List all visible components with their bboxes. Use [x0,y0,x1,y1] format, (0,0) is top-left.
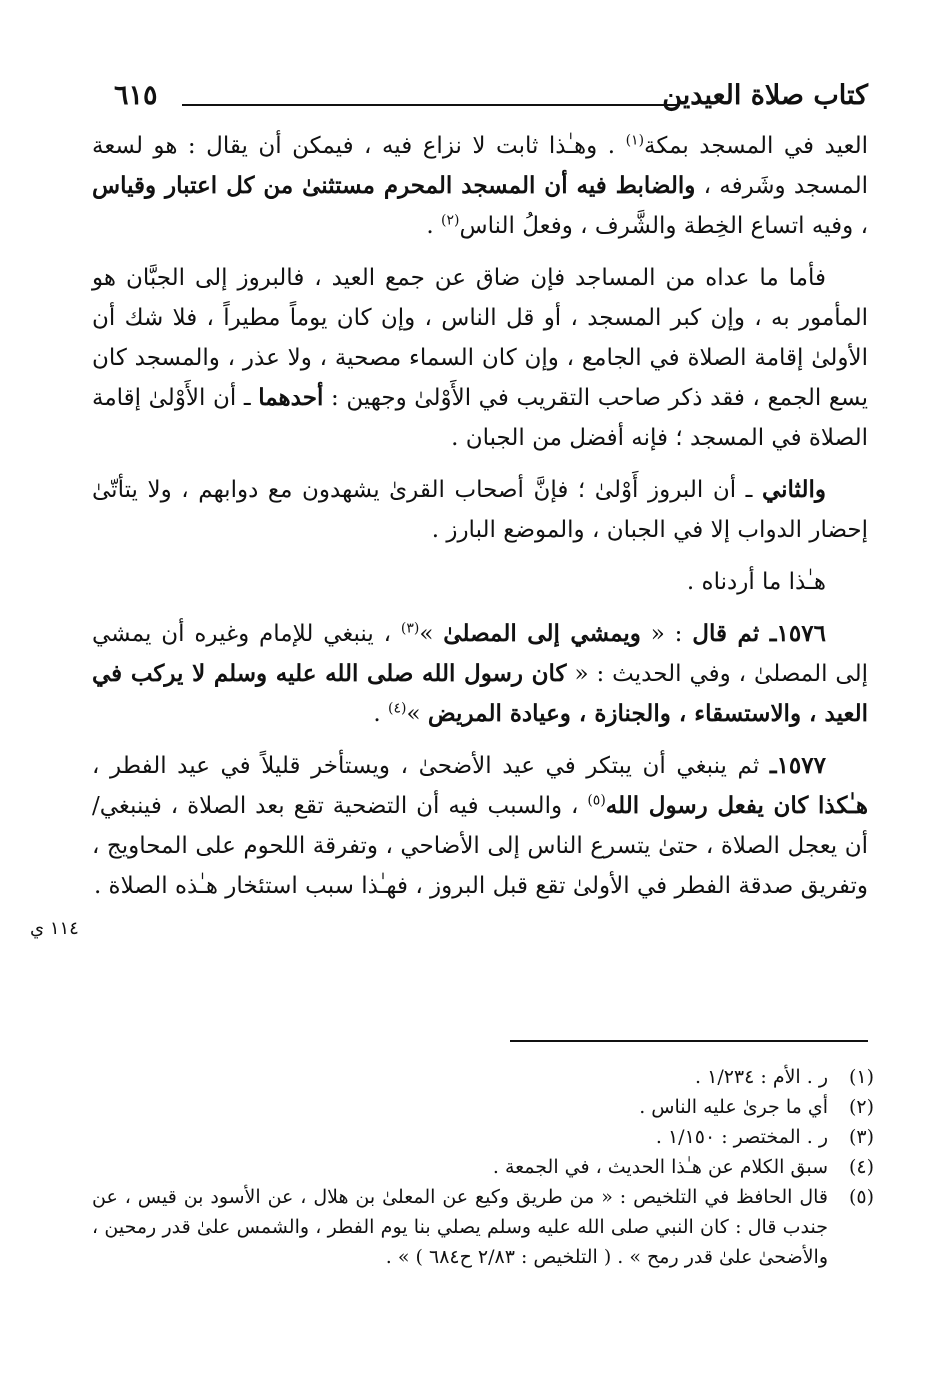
paragraph-1 [92,126,868,246]
paragraph-6 [92,746,868,906]
text-run: » [419,621,444,647]
page-number: ٦١٥ [114,80,158,111]
footnote-marker: (٢) [441,212,460,229]
bold-run: أحدهما [258,384,324,411]
text-run: » [406,701,428,727]
footnote-marker: (٥) [587,792,606,809]
text-run: ، وفيه اتساع الخِطة والشَّرف ، وفعلُ الناس [459,213,868,239]
footnote [92,1122,874,1152]
text-run: : « [640,621,693,647]
text-run: . [373,701,389,727]
footnote-text: أي ما جرىٰ عليه الناس . [639,1096,828,1118]
running-header [96,78,868,118]
main-text [92,126,868,918]
footnotes [92,1062,874,1272]
footnote-marker: (١) [625,132,645,149]
footnote-text: ر . الأم : ١/٢٣٤ . [695,1066,828,1088]
paragraph-2 [92,258,868,458]
text-run: ثم ينبغي أن يبتكر في عيد الأضحىٰ ، ويستأخر قليلاً في عيد الفطر ، [92,753,770,779]
footnote-text: قال الحافظ في التلخيص : « من طريق وكيع عن المعلىٰ بن هلال ، عن الأسود بن قيس ، عن جندب قال : كان النبي صلى الله عليه وسلم يصلي بنا يوم الفطر ، والشمس علىٰ قدر رمحين ، والأضحىٰ علىٰ قدر رمح » . ( التلخيص : ٢/٨٣ ح٦٨٤ ) » . [92,1186,828,1268]
paragraph-4 [92,562,868,602]
text-run: هـٰذا ما أردناه . [686,569,826,595]
text-run: ، ينبغي للإمام وغيره أن يمشي إلى المصلىٰ ، وفي الحديث : « [92,621,868,687]
text-run: . [426,213,442,239]
footnote [92,1062,874,1092]
footnote-text: ر . المختصر : ١/١٥٠ . [655,1126,828,1148]
text-run: . وهـٰذا ثابت لا نزاع فيه ، فيمكن أن يقال : هو لسعة المسجد وشَرفه ، [92,133,868,199]
bold-run: كان رسول الله صلى الله عليه وسلم لا يركب في العيد ، والاستسقاء ، والجنازة ، وعيادة المريض [92,660,868,727]
footnote-marker: (٣) [400,620,420,637]
paragraph-3 [92,470,868,550]
bold-run: هـٰكذا كان يفعل رسول الله [605,792,868,819]
footnote-number: (٤) [848,1156,874,1178]
footnote-separator [510,1040,868,1042]
footnote-number: (٣) [848,1126,874,1148]
bold-run: ويمشي إلى المصلىٰ [443,620,641,647]
text-run: ، والسبب فيه أن التضحية تقع بعد الصلاة ، فينبغي/ أن يعجل الصلاة ، حتىٰ يتسرع الناس إلى الأضاحي ، وتفرقة اللحوم على المحاويج ، وتفريق صدقة الفطر في الأولىٰ تقع قبل البروز ، فهـٰذا سبب استئخار هـٰذه الصلاة . [92,793,868,899]
bold-run: والضابط فيه أن المسجد المحرم مستثنىٰ من كل اعتبار وقياس [92,172,696,199]
text-run: فأما ما عداه من المساجد فإن ضاق عن جمع العيد ، فالبروز إلى الجبَّان هو المأمور به ، وإن كبر المسجد ، أو قل الناس ، وإن كان يوماً مطيراً ، فلا شك أن الأولىٰ إقامة الصلاة في الجامع ، وإن كان السماء مصحية ، ولا عذر ، والمسجد كان يسع الجمع ، فقد ذكر صاحب التقريب في الأَوْلىٰ وجهين : [92,265,868,411]
bold-run: والثاني [761,476,826,503]
footnote-number: (٢) [848,1096,874,1118]
text-run: العيد في المسجد بمكة [644,133,869,159]
chapter-title: كتاب صلاة العيدين [662,80,868,111]
text-run: ـ أن البروز أَوْلىٰ ؛ فإنَّ أصحاب القرىٰ يشهدون مع دوابهم ، ولا يتأتّىٰ إحضار الدواب إلا في الجبان ، والموضع البارز . [92,477,868,543]
footnote-marker: (٤) [388,700,407,717]
footnote [92,1152,874,1182]
footnote-number: (٥) [848,1186,874,1208]
footnote-text: سبق الكلام عن هـٰذا الحديث ، في الجمعة . [492,1156,828,1178]
bold-run: ١٥٧٦ـ ثم قال [692,620,826,647]
bold-run: ١٥٧٧ـ [769,752,826,779]
footnote [92,1182,874,1272]
text-run: ـ أن الأَوْلىٰ إقامة الصلاة في المسجد ؛ فإنه أفضل من الجبان . [92,385,868,451]
footnote-number: (١) [848,1066,874,1088]
header-rule [182,104,680,106]
footnote [92,1092,874,1122]
paragraph-5 [92,614,868,734]
margin-note: ١١٤ ي [30,918,79,939]
